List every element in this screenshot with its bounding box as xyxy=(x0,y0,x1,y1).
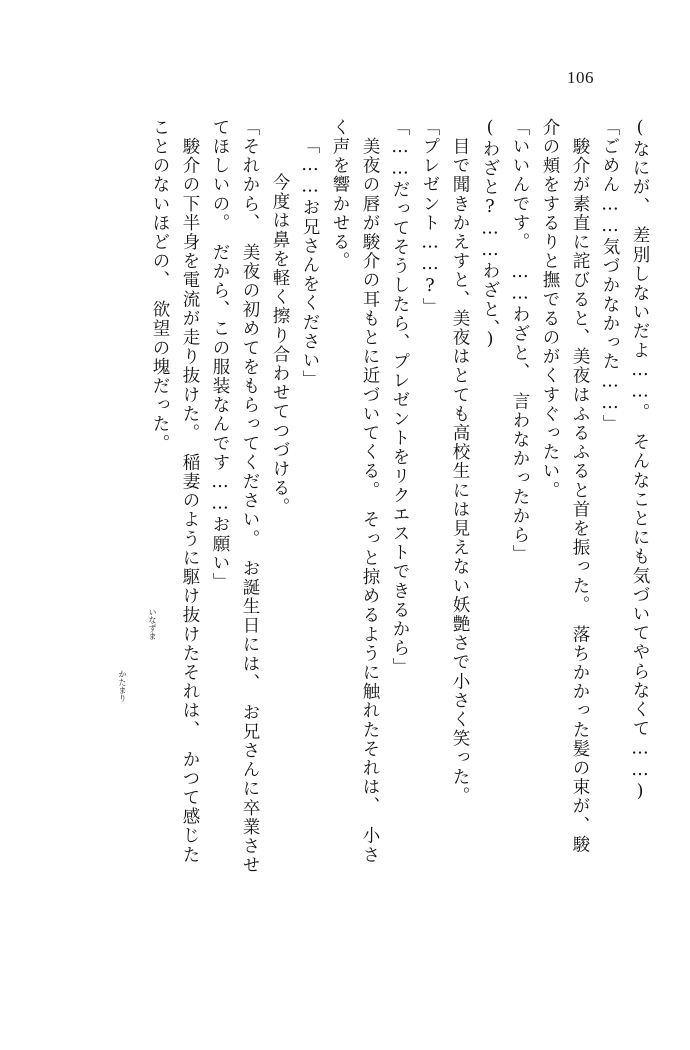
text-line: (なにが、 差別しないだよ……。 そんなことにも気づいてやらなくて……) xyxy=(630,118,650,804)
text-line: (わざと?……わざと、) xyxy=(480,118,500,351)
ruby-annotation: いなずま xyxy=(148,608,157,640)
text-line: 「ごめん……気づかなかった……」 xyxy=(600,118,620,434)
text-line: 駿介の下半身を電流が走り抜けた。 稲妻のように駆け抜けたそれは、 かつて感じた xyxy=(180,118,200,865)
text-line: 美夜の唇が駿介の耳もとに近づいてくる。 そっと掠めるように触れたそれは、 小さ xyxy=(360,118,380,865)
text-line: 目で聞きかえすと、美夜はとても高校生には見えない妖艶さで小さく笑った。 xyxy=(450,118,470,806)
text-line: 「プレゼント……?」 xyxy=(420,118,440,317)
text-line: 今度は鼻を軽く擦り合わせてつづける。 xyxy=(270,154,290,517)
text-line: ことのないほどの、 欲望の塊だった。 xyxy=(150,118,170,454)
text-line: 駿介が素直に詫びると、美夜はふるふると首を振った。 落ちかかった髪の束が、駿 xyxy=(570,118,590,855)
text-line: 介の頬をするりと撫でるのがくすぐったい。 xyxy=(540,118,560,500)
page-number: 106 xyxy=(567,68,594,87)
text-line: 「……だってそうしたら、プレゼントをリクエストできるから」 xyxy=(390,118,410,677)
ruby-annotation: かたまり xyxy=(118,670,127,702)
vertical-text-body xyxy=(42,118,648,998)
text-line: 「……お兄さんをください」 xyxy=(300,136,320,390)
text-line: く声を響かせる。 xyxy=(330,118,350,271)
text-line: てほしいの。 だから、この服装なんです……お願い」 xyxy=(210,118,230,592)
text-line: 「いいんです。 ……わざと、 言わなかったから」 xyxy=(510,118,530,564)
text-line: 「それから、 美夜の初めてをもらってください。 お誕生日には、 お兄さんに卒業させ xyxy=(240,118,260,875)
